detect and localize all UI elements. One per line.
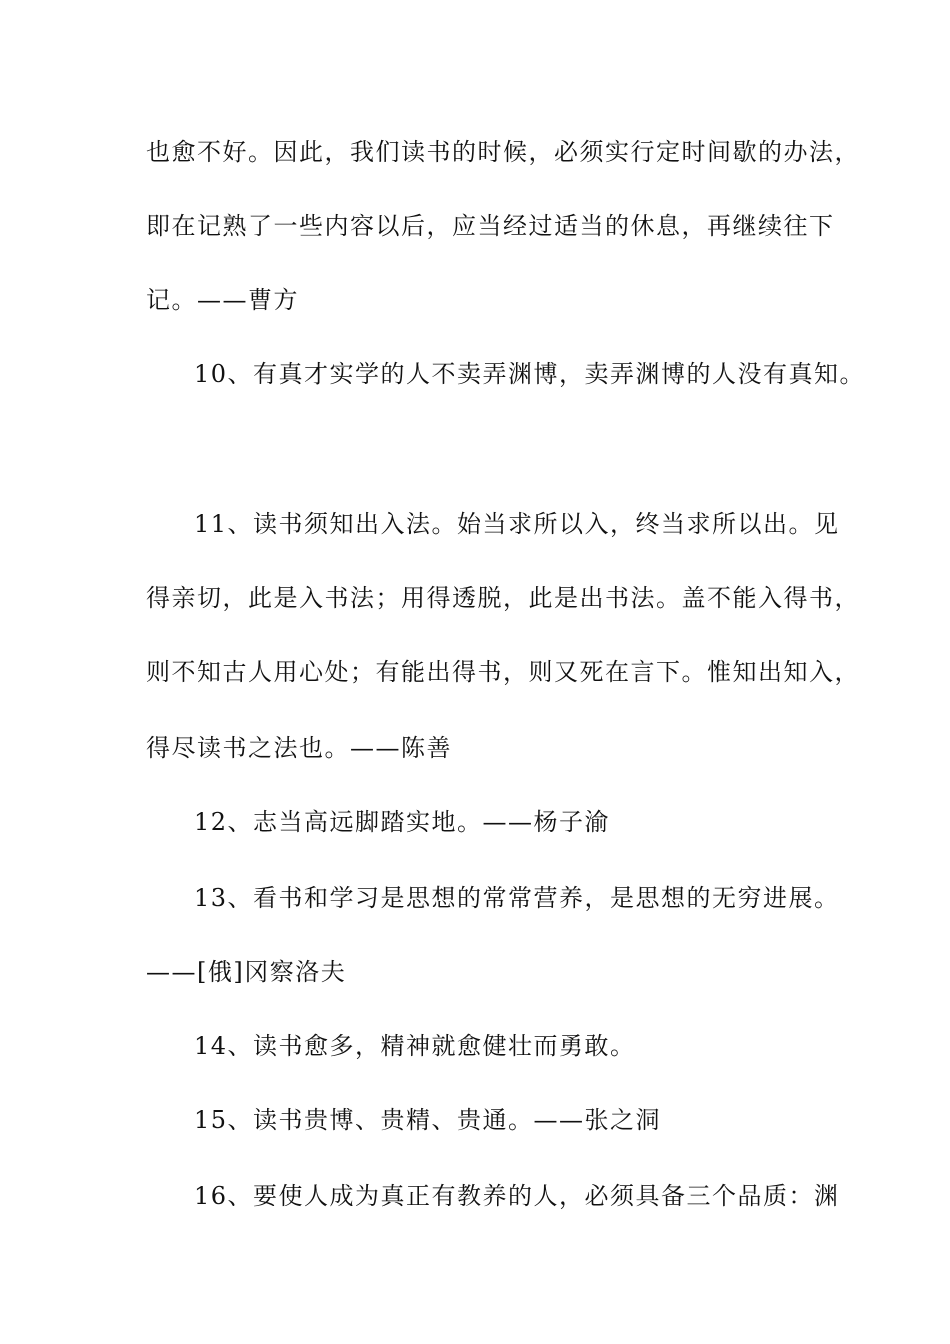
text-line: 得亲切，此是入书法；用得透脱，此是出书法。盖不能入得书， [146, 584, 860, 612]
text-line: 则不知古人用心处；有能出得书，则又死在言下。惟知出知入， [146, 658, 860, 686]
quote-11: 11、读书须知出入法。始当求所以入，终当求所以出。见 [194, 510, 840, 538]
quote-12: 12、志当高远脚踏实地。——杨子渝 [194, 808, 611, 836]
quote-14: 14、读书愈多，精神就愈健壮而勇敢。 [194, 1032, 636, 1060]
quote-10: 10、有真才实学的人不卖弄渊博，卖弄渊博的人没有真知。 [194, 360, 866, 388]
quote-13: 13、看书和学习是思想的常常营养，是思想的无穷进展。 [194, 884, 840, 912]
text-line: 记。——曹方 [146, 286, 299, 314]
text-line: 也愈不好。因此，我们读书的时候，必须实行定时间歇的办法， [146, 138, 860, 166]
quote-15: 15、读书贵博、贵精、贵通。——张之洞 [194, 1106, 662, 1134]
text-line: ——[俄]冈察洛夫 [146, 958, 347, 986]
text-line: 即在记熟了一些内容以后，应当经过适当的休息，再继续往下 [146, 212, 835, 240]
quote-16: 16、要使人成为真正有教养的人，必须具备三个品质：渊 [194, 1182, 840, 1210]
text-line: 得尽读书之法也。——陈善 [146, 734, 452, 762]
